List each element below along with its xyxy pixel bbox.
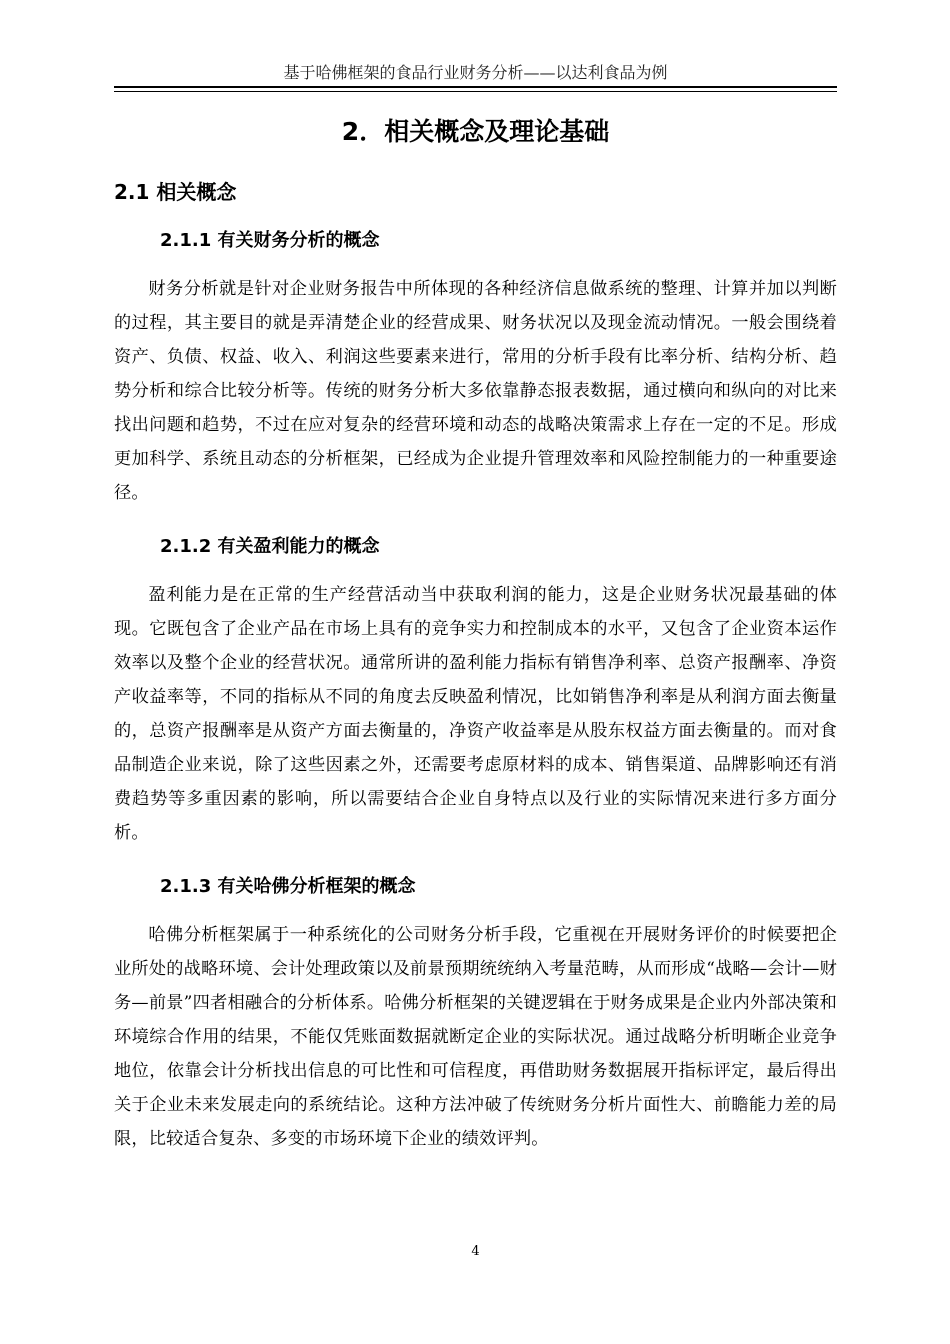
header-rule-thick [114, 86, 837, 88]
chapter-title: 2．相关概念及理论基础 [341, 117, 610, 146]
subsection-title-2-1-2: 2.1.2 有关盈利能力的概念 [160, 536, 380, 557]
section-title: 2.1 相关概念 [114, 180, 237, 204]
page-number: 4 [471, 1244, 480, 1259]
paragraph-harvard-framework: 哈佛分析框架属于一种系统化的公司财务分析手段，它重视在开展财务评价的时候要把企业所处的战略环境、会计处理政策以及前景预期统统纳入考量范畴，从而形成“战略—会计—财务—前景”四者相融合的分析体系。哈佛分析框架的关键逻辑在于财务成果是企业内外部决策和环境综合作用的结果，不能仅凭账面数据就断定企业的实际状况。通过战略分析明晰企业竞争地位，依靠会计分析找出信息的可比性和可信程度，再借助财务数据展开指标评定，最后得出关于企业未来发展走向的系统结论。这种方法冲破了传统财务分析片面性大、前瞻能力差的局限，比较适合复杂、多变的市场环境下企业的绩效评判。 [114, 925, 837, 1149]
paragraph-financial-analysis: 财务分析就是针对企业财务报告中所体现的各种经济信息做系统的整理、计算并加以判断的过程，其主要目的就是弄清楚企业的经营成果、财务状况以及现金流动情况。一般会围绕着资产、负债、权益、收入、利润这些要素来进行，常用的分析手段有比率分析、结构分析、趋势分析和综合比较分析等。传统的财务分析大多依靠静态报表数据，通过横向和纵向的对比来找出问题和趋势，不过在应对复杂的经营环境和动态的战略决策需求上存在一定的不足。形成更加科学、系统且动态的分析框架，已经成为企业提升管理效率和风险控制能力的一种重要途径。 [114, 279, 837, 503]
running-header: 基于哈佛框架的食品行业财务分析——以达利食品为例 [283, 63, 668, 82]
paragraph-profitability: 盈利能力是在正常的生产经营活动当中获取利润的能力，这是企业财务状况最基础的体现。它既包含了企业产品在市场上具有的竞争实力和控制成本的水平，又包含了企业资本运作效率以及整个企业的经营状况。通常所讲的盈利能力指标有销售净利率、总资产报酬率、净资产收益率等，不同的指标从不同的角度去反映盈利情况，比如销售净利率是从利润方面去衡量的，总资产报酬率是从资产方面去衡量的，净资产收益率是从股东权益方面去衡量的。而对食品制造企业来说，除了这些因素之外，还需要考虑原材料的成本、销售渠道、品牌影响还有消费趋势等多重因素的影响，所以需要结合企业自身特点以及行业的实际情况来进行多方面分析。 [114, 585, 837, 843]
subsection-title-2-1-3: 2.1.3 有关哈佛分析框架的概念 [160, 876, 416, 897]
header-rule-thin [114, 91, 837, 92]
subsection-title-2-1-1: 2.1.1 有关财务分析的概念 [160, 230, 380, 251]
